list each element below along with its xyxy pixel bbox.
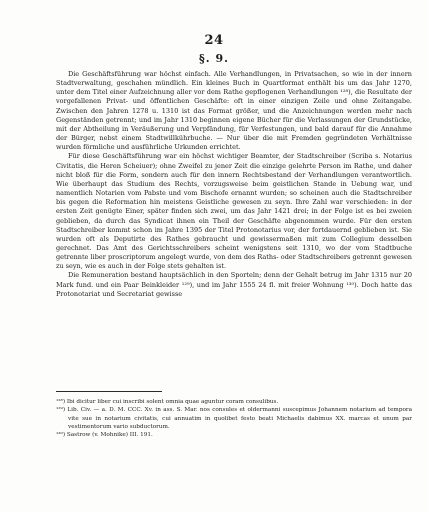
footnotes	[56, 398, 412, 439]
page-number: 24	[204, 33, 224, 48]
section-title: §. 9.	[199, 52, 229, 65]
footnote: ¹²⁸) Ibi dicitur liber cui inscribi solent omnia quae aguntur coram consulibus.	[56, 399, 279, 405]
footnote: ¹²⁹) Lib. Civ. — a. D. M. CCC. Xv. in ass. S. Mar. nos consules et oldermanni suscepimus Johannem notarium ad tempora vite sue in notarium civitatis, cui annuatim in quolibet festo beati Michaelis dabimus XX. marcas et unum par vestimentorum vario subductorum.	[56, 407, 412, 430]
footnote: ¹³⁰) Sastrow (v. Mohnike) III. 191.	[56, 432, 153, 439]
paragraph: Für diese Geschäftsführung war ein höchst wichtiger Beamter, der Stadtschreiber (Scriba s. Notarius Civitatis, die Heren Scheiuer); ohne Zweifel zu jener Zeit die einzige gelehrte Person im Rathe, und daher nicht bloß für die Form, sondern auch für den innern Rechtsbestand der Verhandlungen verantwortlich. Wie überhaupt das Studium des Rechts, vorzugsweise beim geistlichen Stande in Uebung war, und namentlich Notarien vom Pabste und vom Bischofe ernannt wurden; so scheinen auch die Stadtschreiber bis gegen die Reformation hin meistens Geistliche gewesen zu seyn. Ihre Zahl war verschieden: in der ersten Zeit genügte Einer, später finden sich zwei, um das Jahr 1421 drei; in der Folge ist es bei zweien geblieben, da durch das Syndicat ihnen ein Theil der Geschäfte abgenommen wurde. Für den ersten Stadtschreiber kommt schon im Jahre 1395 der Titel Protonotarius vor, der fortdauernd geblieben ist. Sie wurden oft als Deputirte des Rathes gebraucht und gewissermaßen mit zum Collegium desselben gerechnet. Das Amt des Gerichtsschreibers scheint wenigstens seit 1310, wo der vom Stadtbuche getrennte liber proscriptorum angelegt wurde, von dem des Raths- oder Stadtschreibers getrennt gewesen zu seyn, wie es auch in der Folge stets gehalten ist.	[56, 152, 412, 271]
paragraph: Die Geschäftsführung war höchst einfach. Alle Verhandlungen, in Privatsachen, so wie in der innern Stadtverwaltung, geschahen mündlich. Ein kleines Buch in Quartformat enthält bis um das Jahr 1270, unter dem Titel einer Aufzeichnung aller vor dem Rathe gepflogenen Verhandlungen ¹²⁸), die Resultate der vorgefallenen Privat- und öffentlichen Geschäfte: oft in einer einzigen Zeile und ohne Zeitangabe. Zwischen den Jahren 1278 u. 1310 ist das Format größer, und die Anzeichnungen werden mehr nach Gegenständen getrennt; und im Jahr 1310 beginnen eigene Bücher für die Verlassungen der Grundstücke, mit der Abtheilung in Veräußerung und Verpfändung, für Verfestungen, und bald darauf für die Annahme der Bürger, nebst einem Stadtwillkührbuche. — Nur über die mit Fremden gegründeten Verhältnisse wurden förmliche und ausführliche Urkunden errichtet.	[56, 70, 412, 152]
body-text	[56, 70, 412, 299]
paragraph: Die Remuneration bestand hauptsächlich in den Sporteln; denn der Gehalt betrug im Jahr 1315 nur 20 Mark fund. und ein Paar Beinkleider ¹²⁹), und im Jahr 1555 24 fl. mit freier Wohnung ¹³⁰). Doch hatte das Protonotariat und Secretariat gewisse	[56, 271, 412, 298]
footnote-separator	[56, 391, 162, 392]
